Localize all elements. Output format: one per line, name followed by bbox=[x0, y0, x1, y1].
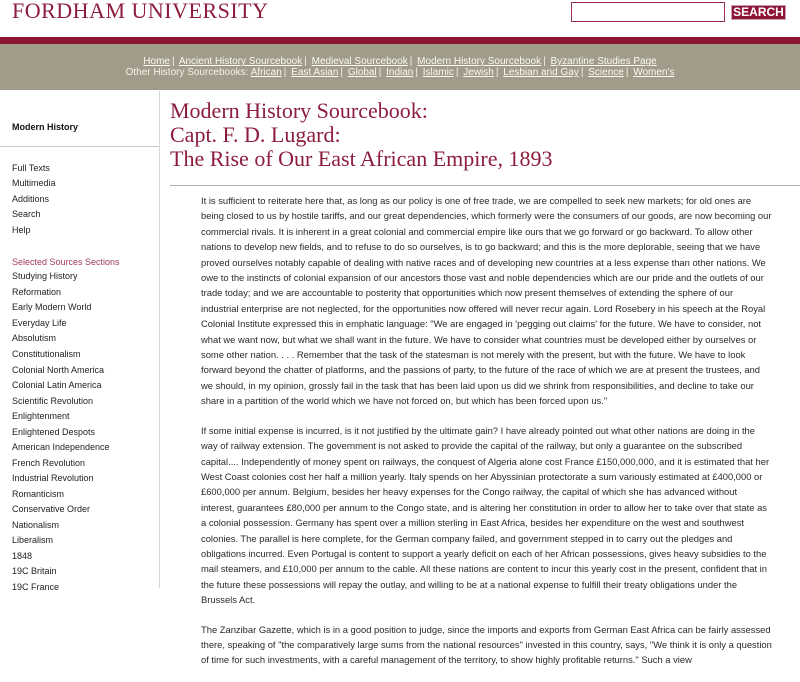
nav-link-womens[interactable]: Women's bbox=[633, 67, 675, 78]
body-paragraph: The Zanzibar Gazette, which is in a good position to judge, since the imports and exports from German East Africa can be fairly assessed there, speaking of "the comparatively large sums from the national resources" invested in this country, says, "We think it is only a question of time for such investments, with a careful management of the territory, to show highly profitable returns." Such a view bbox=[201, 623, 772, 666]
sidebar-item-enlightenment[interactable]: Enlightenment bbox=[12, 411, 70, 421]
sidebar-item-industrial-revolution[interactable]: Industrial Revolution bbox=[12, 473, 94, 483]
search-button[interactable]: SEARCH bbox=[731, 5, 786, 20]
brand-divider-bar bbox=[0, 37, 800, 44]
sidebar-item-colonial-north-america[interactable]: Colonial North America bbox=[12, 365, 105, 375]
sidebar-item-scientific-revolution[interactable]: Scientific Revolution bbox=[12, 396, 94, 406]
nav-separator: | bbox=[625, 67, 629, 78]
nav-link-home[interactable]: Home bbox=[143, 56, 170, 67]
sidebar-item-reformation[interactable]: Reformation bbox=[12, 287, 62, 297]
sidebar-item-19c-france[interactable]: 19C France bbox=[12, 582, 60, 592]
nav-link-east-asian[interactable]: East Asian bbox=[291, 67, 339, 78]
sidebar-item-1848[interactable]: 1848 bbox=[12, 551, 33, 561]
nav-separator: | bbox=[543, 56, 546, 67]
page-title-line1: Modern History Sourcebook: bbox=[170, 98, 428, 123]
nav-link-global[interactable]: Global bbox=[347, 67, 377, 78]
sidebar-item-full-texts[interactable]: Full Texts bbox=[12, 163, 50, 173]
sidebar-header bbox=[0, 91, 159, 147]
sidebar-item-american-independence[interactable]: American Independence bbox=[12, 442, 110, 452]
sidebar-item-french-revolution[interactable]: French Revolution bbox=[12, 458, 86, 468]
nav-separator: | bbox=[171, 56, 175, 67]
university-logo[interactable]: FORDHAM UNIVERSITY bbox=[12, 0, 269, 23]
nav-separator: | bbox=[378, 67, 382, 78]
sidebar-item-colonial-latin-america[interactable]: Colonial Latin America bbox=[12, 380, 102, 390]
sidebar-section-title: Selected Sources Sections bbox=[12, 257, 120, 267]
nav-separator: | bbox=[409, 56, 413, 67]
sidebar-item-multimedia[interactable]: Multimedia bbox=[12, 178, 56, 188]
nav-link-jewish[interactable]: Jewish bbox=[463, 67, 494, 78]
nav-separator: | bbox=[455, 67, 459, 78]
sidebar-item-enlightened-despots[interactable]: Enlightened Despots bbox=[12, 427, 96, 437]
sidebar-item-19c-britain[interactable]: 19C Britain bbox=[12, 566, 57, 576]
body-paragraph: If some initial expense is incurred, is it not justified by the ultimate gain? I have already pointed out what other nations are doing in the way of railway extension. The government is not asked to provide the capital of the railway, but only a guarantee on the subscribed capital.... Independently of money spent on railways, the conquest of Algeria alone cost France £150,000,000, and it is estimated that her West Coast colonies cost her half a million yearly. Italy spends on her Abyssinian protectorate a sum variously estimated at £400,000 or £600,000 per annum. Belgium, besides her heavy expenses for the Congo railway, the capital of which she has advanced without interest, guarantees £80,000 per annum to the Congo state, and is altering her constitution in order to allow her to take over that state as a colonial possession. Germany has spent over a million sterling in East Africa, besides her expenditure on the west and southwest colonies. The parallel is here complete, for the German company failed, and government stepped in to carry out the pledges and obligations incurred. Even Portugal is content to support a yearly deficit on each of her African possessions, gives heavy subsidies to the mail steamers, and £10,000 per annum to the cable. All these nations are content to incur this yearly cost in the present, confident that in the future these possessions will repay the outlay, and willing to be at a national expense to fulfill their treaty obligations under the Brussels Act. bbox=[201, 424, 770, 606]
nav-separator: | bbox=[304, 56, 307, 67]
sidebar-item-romanticism[interactable]: Romanticism bbox=[12, 489, 65, 499]
document-body bbox=[201, 193, 773, 682]
sidebar-item-nationalism[interactable]: Nationalism bbox=[12, 520, 60, 530]
nav-line-other bbox=[0, 67, 800, 78]
sidebar-item-search[interactable]: Search bbox=[12, 209, 41, 219]
nav-separator: | bbox=[415, 67, 418, 78]
sourcebook-nav bbox=[0, 44, 800, 90]
sidebar bbox=[0, 91, 160, 592]
sidebar-item-additions[interactable]: Additions bbox=[12, 194, 50, 204]
nav-separator: | bbox=[495, 67, 499, 78]
sidebar-item-studying-history[interactable]: Studying History bbox=[12, 271, 78, 281]
nav-separator: | bbox=[283, 67, 287, 78]
nav-separator: | bbox=[580, 67, 584, 78]
nav-link-indian[interactable]: Indian bbox=[386, 67, 414, 78]
nav-link-islamic[interactable]: Islamic bbox=[422, 67, 454, 78]
sidebar-item-help[interactable]: Help bbox=[12, 225, 31, 235]
title-divider bbox=[170, 185, 800, 186]
top-header bbox=[0, 0, 800, 36]
nav-separator: | bbox=[340, 67, 344, 78]
page-title bbox=[170, 99, 552, 171]
sidebar-item-constitutionalism[interactable]: Constitutionalism bbox=[12, 349, 81, 359]
page-title-line2: Capt. F. D. Lugard: bbox=[170, 122, 341, 147]
sidebar-item-everyday-life[interactable]: Everyday Life bbox=[12, 318, 67, 328]
nav-link-ancient[interactable]: Ancient History Sourcebook bbox=[178, 56, 303, 67]
nav-line-primary bbox=[0, 56, 800, 67]
sidebar-item-absolutism[interactable]: Absolutism bbox=[12, 333, 57, 343]
nav-link-modern[interactable]: Modern History Sourcebook bbox=[417, 56, 542, 67]
sidebar-heading[interactable]: Modern History bbox=[12, 122, 79, 132]
body-paragraph: It is sufficient to reiterate here that, as long as our policy is one of free trade, we are compelled to seek new markets; for old ones are being closed to us by hostile tariffs, and our great dependencies, which formerly were the consumers of our goods, are now becoming our commercial rivals. It is inherent in a great colonial and commercial empire like ours that we go forward or go backward. To allow other nations to develop new fields, and to refuse to do so ourselves, is to go backward; and this is the more deplorable, seeing that we have proved ourselves notably capable of dealing with native races and of developing new countries at a less expense than other nations. We owe to the instincts of colonial expansion of our ancestors those vast and noble dependencies which are our pride and the outlets of our trade today; and we are accountable to posterity that opportunities which now present themselves of extending the sphere of our industrial enterprise are not neglected, for the opportunities now offered will never recur again. Lord Rosebery in his speech at the Royal Colonial Institute expressed this in emphatic language: "We are engaged in 'pegging out claims' for the future. We have to consider, not what we want now, but what we shall want in the future. We have to consider what countries must be developed either by ourselves or some other nation. . . . Remember that the task of the statesman is not merely with the present, but with the future. We have to look forward beyond the chatter of platforms, and the passions of party, to the future of the race of which we are at present the trustees, and we should, in my opinion, grossly fail in the task that has been laid upon us did we shrink from responsibilities, and decline to take our share in a partition of the world which we have not forced on, but which has been forced upon us." bbox=[201, 195, 772, 407]
page-title-line3: The Rise of Our East African Empire, 1893 bbox=[170, 146, 553, 171]
nav-other-prefix: Other History Sourcebooks: bbox=[125, 67, 249, 78]
nav-link-lesbian-gay[interactable]: Lesbian and Gay bbox=[503, 67, 579, 78]
nav-link-medieval[interactable]: Medieval Sourcebook bbox=[311, 56, 408, 67]
search-input[interactable] bbox=[571, 2, 725, 22]
nav-link-byzantine[interactable]: Byzantine Studies Page bbox=[550, 56, 657, 67]
nav-link-african[interactable]: African bbox=[250, 67, 282, 78]
sidebar-item-early-modern-world[interactable]: Early Modern World bbox=[12, 302, 92, 312]
nav-link-science[interactable]: Science bbox=[588, 67, 624, 78]
sidebar-item-liberalism[interactable]: Liberalism bbox=[12, 535, 54, 545]
sidebar-item-conservative-order[interactable]: Conservative Order bbox=[12, 504, 91, 514]
